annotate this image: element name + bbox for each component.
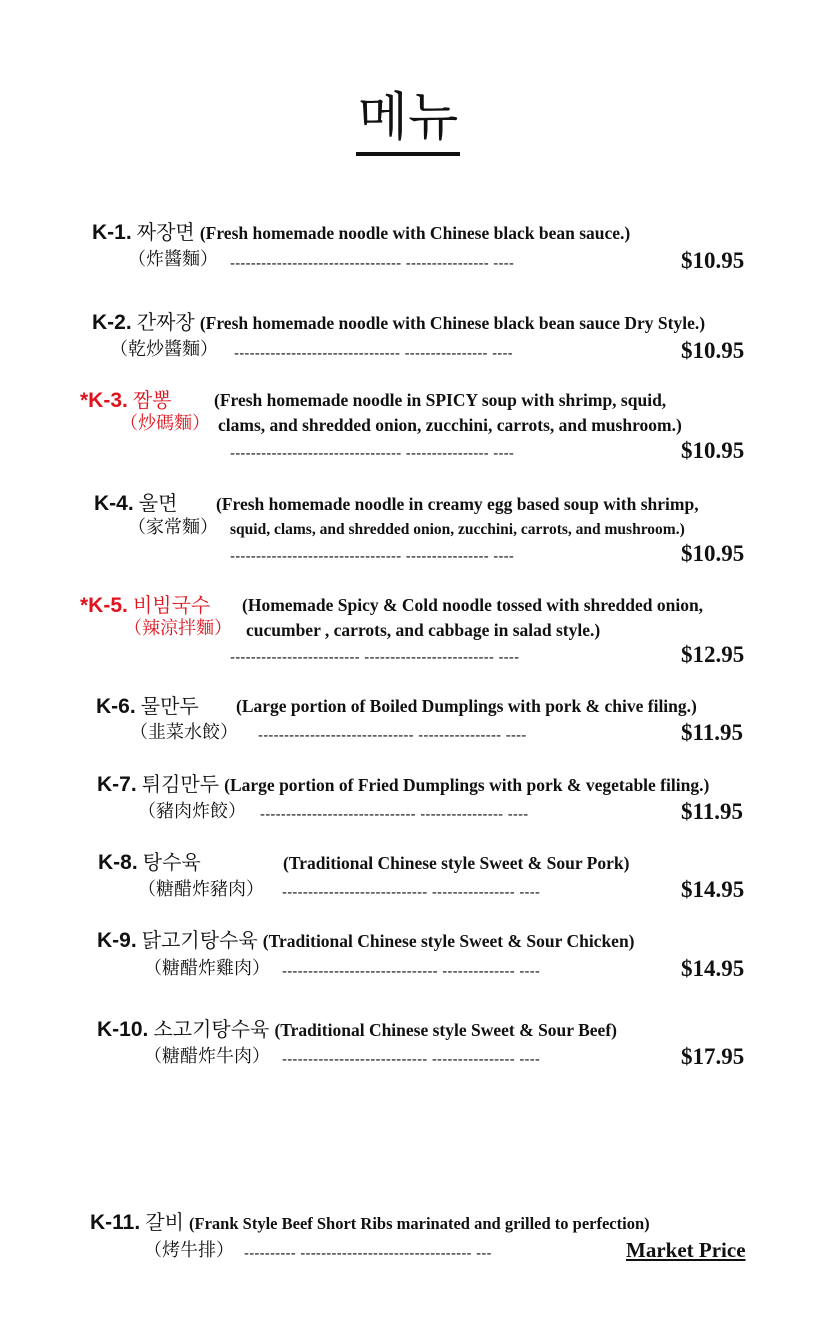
item-code: *K-5. bbox=[80, 594, 128, 617]
item-description-cont: squid, clams, and shredded onion, zucchini, carrots, and mushroom.) bbox=[230, 521, 685, 538]
item-chinese-name: （糖醋炸牛肉） bbox=[144, 1046, 270, 1067]
item-korean-name: 울면 bbox=[138, 491, 178, 515]
item-korean-name: 닭고기탕수육 bbox=[141, 928, 258, 952]
item-description: (Frank Style Beef Short Ribs marinated and grilled to perfection) bbox=[189, 1214, 650, 1233]
item-chinese-name: （豬肉炸餃） bbox=[138, 801, 246, 822]
item-price: $14.95 bbox=[681, 877, 745, 902]
item-price: $12.95 bbox=[681, 642, 745, 667]
item-description: (Traditional Chinese style Sweet & Sour Pork) bbox=[283, 853, 630, 873]
dot-leader: --------------------------------- ---------------- ---- bbox=[230, 445, 515, 462]
item-code: *K-3. bbox=[80, 389, 128, 412]
menu-item-k2-line1 bbox=[92, 312, 705, 333]
menu-title: 메뉴 bbox=[0, 92, 816, 144]
item-korean-name: 짬뽕 bbox=[132, 388, 172, 412]
menu-item-k9-line2 bbox=[144, 960, 270, 978]
dot-leader: ------------------------------ -------------- ---- bbox=[282, 963, 541, 980]
dot-leader: -------------------------------- ---------------- ---- bbox=[234, 345, 513, 362]
menu-item-k1-line1 bbox=[92, 222, 630, 243]
dot-leader: ---------------------------- ---------------- ---- bbox=[282, 884, 541, 901]
dot-leader: ------------------------------ ---------------- ---- bbox=[258, 727, 527, 744]
item-description: (Traditional Chinese style Sweet & Sour Chicken) bbox=[262, 931, 635, 951]
item-code: K-10. bbox=[97, 1018, 149, 1041]
menu-item-k2-line2 bbox=[110, 341, 218, 359]
menu-item-k7-line2 bbox=[138, 803, 246, 821]
item-chinese-name: （炸醬麵） bbox=[128, 249, 218, 270]
menu-item-k3-line1 bbox=[80, 390, 172, 411]
item-description: (Large portion of Boiled Dumplings with pork & chive filing.) bbox=[236, 696, 697, 716]
item-chinese-name: （炒碼麵） bbox=[120, 413, 210, 434]
item-price-market: Market Price bbox=[626, 1238, 746, 1262]
dot-leader: --------------------------------- ---------------- ---- bbox=[230, 548, 515, 565]
item-code: K-11. bbox=[90, 1211, 141, 1234]
item-chinese-name: （糖醋炸豬肉） bbox=[138, 879, 264, 900]
menu-item-k7-line1 bbox=[97, 774, 709, 795]
item-code: K-7. bbox=[97, 773, 137, 796]
dot-leader: ------------------------- ------------------------- ---- bbox=[230, 649, 520, 666]
item-code: K-2. bbox=[92, 311, 132, 334]
item-korean-name: 튀김만두 bbox=[141, 772, 220, 796]
item-price: $11.95 bbox=[681, 799, 743, 824]
item-korean-name: 소고기탕수육 bbox=[153, 1017, 270, 1041]
dot-leader: ---------- --------------------------------- --- bbox=[244, 1245, 492, 1262]
item-code: K-8. bbox=[98, 851, 138, 874]
item-code: K-4. bbox=[94, 492, 134, 515]
item-description-cont: cucumber , carrots, and cabbage in salad style.) bbox=[246, 620, 601, 640]
item-price: $17.95 bbox=[681, 1044, 745, 1069]
menu-item-k4-line2 bbox=[128, 519, 218, 537]
item-chinese-name: （乾炒醬麵） bbox=[110, 339, 218, 360]
item-chinese-name: （辣涼拌麵） bbox=[124, 618, 232, 639]
menu-item-k1-line2 bbox=[128, 251, 218, 269]
menu-item-k9-line1 bbox=[97, 930, 635, 951]
item-korean-name: 탕수육 bbox=[142, 850, 201, 874]
menu-item-k11-line1 bbox=[90, 1212, 650, 1233]
item-price: $10.95 bbox=[681, 438, 745, 463]
item-description: (Large portion of Fried Dumplings with pork & vegetable filing.) bbox=[224, 775, 710, 795]
item-price: $10.95 bbox=[681, 541, 745, 566]
item-description: (Homemade Spicy & Cold noodle tossed with shredded onion, bbox=[242, 595, 704, 615]
item-price: $10.95 bbox=[681, 248, 745, 273]
item-description: (Fresh homemade noodle in creamy egg based soup with shrimp, bbox=[216, 494, 699, 514]
dot-leader: ---------------------------- ---------------- ---- bbox=[282, 1051, 541, 1068]
item-price: $11.95 bbox=[681, 720, 743, 745]
menu-item-k10-line2 bbox=[144, 1048, 270, 1066]
menu-item-k10-line1 bbox=[97, 1019, 617, 1040]
item-code: K-6. bbox=[96, 695, 136, 718]
menu-item-k5-line1 bbox=[80, 595, 210, 616]
item-korean-name: 갈비 bbox=[145, 1210, 184, 1234]
item-korean-name: 물만두 bbox=[140, 694, 199, 718]
item-description-cont: clams, and shredded onion, zucchini, carrots, and mushroom.) bbox=[218, 415, 682, 435]
item-chinese-name: （家常麵） bbox=[128, 517, 218, 538]
item-chinese-name: （烤牛排） bbox=[144, 1240, 234, 1261]
menu-item-k3-line2 bbox=[120, 415, 210, 433]
dot-leader: --------------------------------- ---------------- ---- bbox=[230, 255, 515, 272]
dot-leader: ------------------------------ ---------------- ---- bbox=[260, 806, 529, 823]
menu-item-k8-line1 bbox=[98, 852, 201, 873]
item-description: (Fresh homemade noodle with Chinese black bean sauce Dry Style.) bbox=[199, 313, 706, 333]
menu-item-k5-line2 bbox=[124, 620, 232, 638]
item-price: $14.95 bbox=[681, 956, 745, 981]
item-code: K-9. bbox=[97, 929, 137, 952]
menu-item-k6-line2 bbox=[130, 724, 238, 742]
item-code: K-1. bbox=[92, 221, 132, 244]
menu-item-k6-line1 bbox=[96, 696, 199, 717]
item-description: (Fresh homemade noodle in SPICY soup with shrimp, squid, bbox=[214, 390, 667, 410]
menu-item-k4-line1 bbox=[94, 493, 177, 514]
menu-item-k8-line2 bbox=[138, 881, 264, 899]
menu-item-k11-line2 bbox=[144, 1242, 234, 1260]
item-price: $10.95 bbox=[681, 338, 745, 363]
item-korean-name: 짜장면 bbox=[136, 220, 195, 244]
item-korean-name: 비빔국수 bbox=[132, 593, 211, 617]
item-chinese-name: （韭菜水餃） bbox=[130, 722, 238, 743]
item-chinese-name: （糖醋炸雞肉） bbox=[144, 958, 270, 979]
item-description: (Fresh homemade noodle with Chinese black bean sauce.) bbox=[199, 223, 631, 243]
item-korean-name: 간짜장 bbox=[136, 310, 195, 334]
item-description: (Traditional Chinese style Sweet & Sour Beef) bbox=[274, 1020, 617, 1040]
